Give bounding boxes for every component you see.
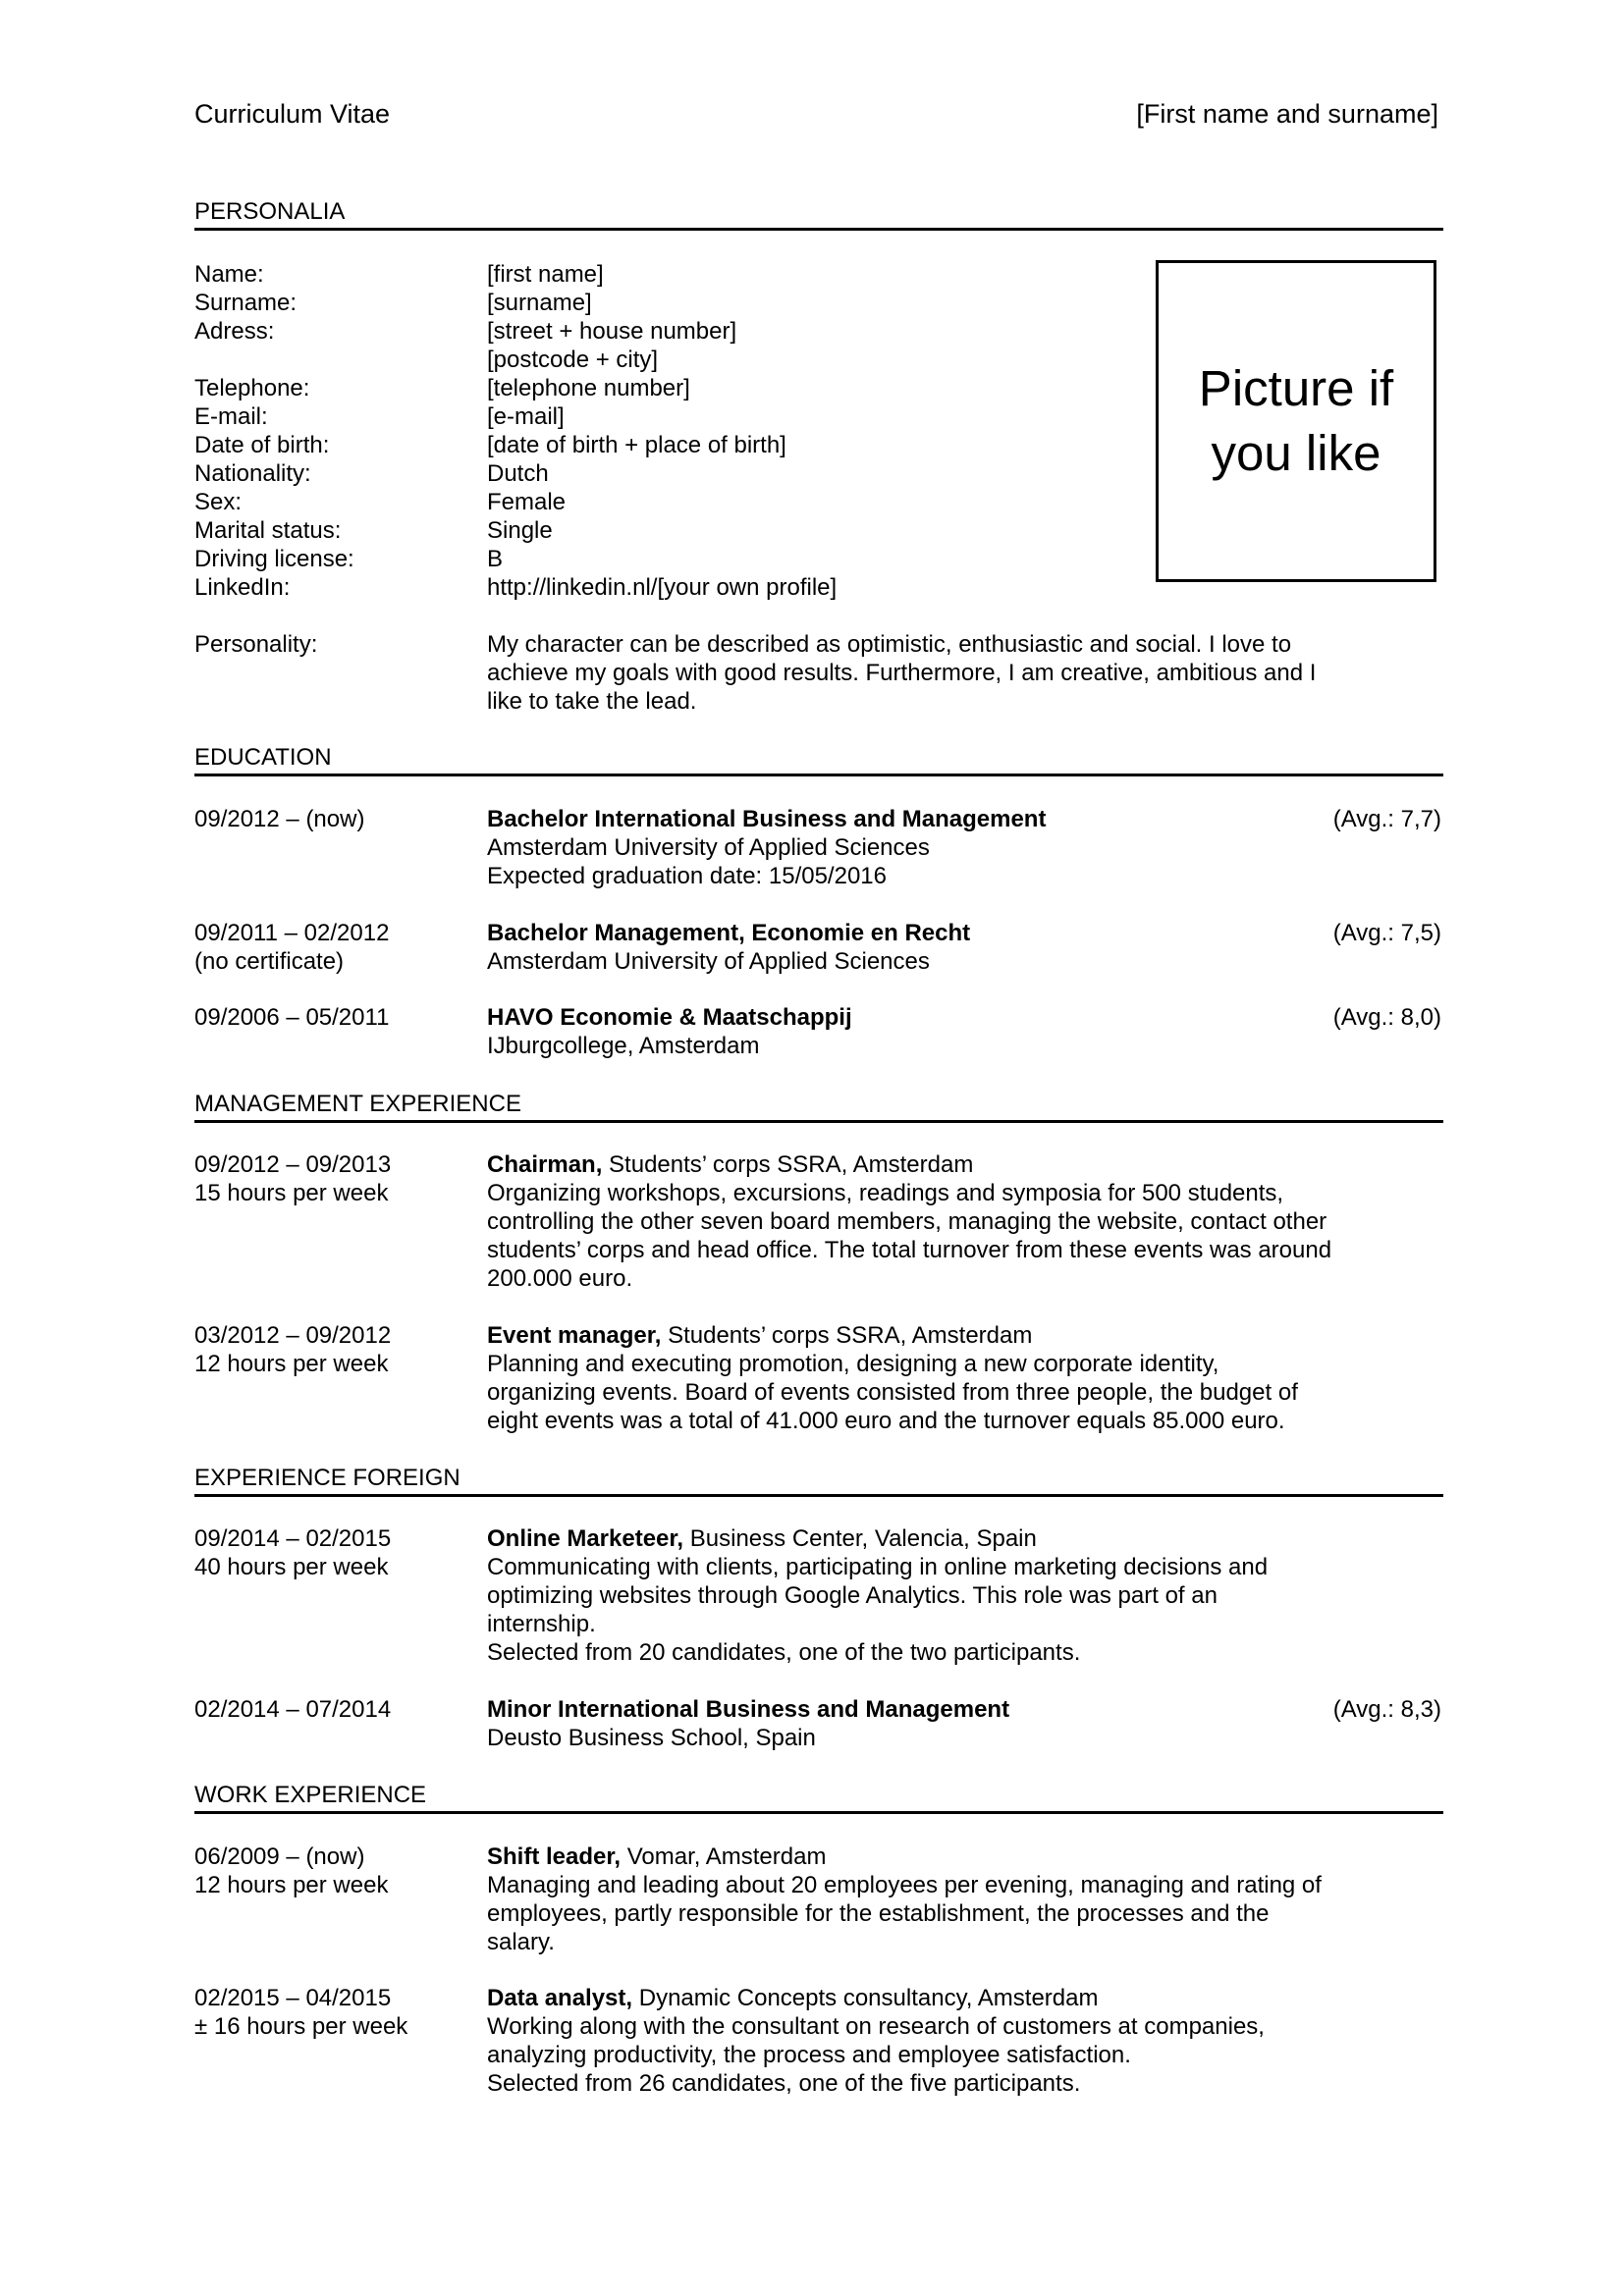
date-range: 09/2011 – 02/2012 xyxy=(194,920,390,946)
text-line: Amsterdam University of Applied Sciences xyxy=(487,948,930,975)
field-label: Surname: xyxy=(194,290,298,316)
text-line: Expected graduation date: 15/05/2016 xyxy=(487,863,887,889)
date-range: 09/2012 – (now) xyxy=(194,806,365,832)
grade-average: (Avg.: 7,7) xyxy=(1332,806,1441,832)
text-line: Organizing workshops, excursions, readings and symposia for 500 students, xyxy=(487,1180,1284,1206)
document-title: Curriculum Vitae xyxy=(194,99,391,129)
entry-details xyxy=(487,1150,1390,1293)
section-divider xyxy=(194,228,1443,231)
section-title-personalia: PERSONALIA xyxy=(194,198,346,225)
name-placeholder: [First name and surname] xyxy=(1136,99,1438,129)
personalia-labels xyxy=(194,260,479,602)
entry-details xyxy=(487,1842,1390,1956)
text-line: achieve my goals with good results. Furthermore, I am creative, ambitious and I xyxy=(487,660,1317,686)
entry-details xyxy=(487,1984,1390,2098)
field-value: [telephone number] xyxy=(487,375,690,401)
date-range: 09/2012 – 09/2013 xyxy=(194,1151,392,1178)
entry-role: Data analyst, xyxy=(487,1985,633,2011)
grade-average: (Avg.: 7,5) xyxy=(1332,920,1441,946)
photo-placeholder-text: you like xyxy=(1211,425,1381,481)
section-title-management: MANAGEMENT EXPERIENCE xyxy=(194,1091,521,1117)
date-range: 06/2009 – (now) xyxy=(194,1843,365,1870)
entry-dates xyxy=(194,1842,479,1899)
field-label: Name: xyxy=(194,261,264,288)
field-label: Marital status: xyxy=(194,517,342,544)
field-value: [e-mail] xyxy=(487,403,565,430)
entry-note: (no certificate) xyxy=(194,948,345,975)
date-range: 02/2014 – 07/2014 xyxy=(194,1696,392,1723)
date-range: 09/2014 – 02/2015 xyxy=(194,1525,392,1552)
text-line: organizing events. Board of events consisted from three people, the budget of xyxy=(487,1379,1298,1406)
hours-note: ± 16 hours per week xyxy=(194,2013,408,2040)
field-label: LinkedIn: xyxy=(194,574,291,601)
field-label xyxy=(194,346,479,374)
field-value: Single xyxy=(487,517,553,544)
entry-dates xyxy=(194,1984,479,2041)
text-line: students’ corps and head office. The total turnover from these events was around xyxy=(487,1237,1332,1263)
entry-dates xyxy=(194,1321,479,1378)
entry-dates xyxy=(194,1524,479,1581)
date-range: 03/2012 – 09/2012 xyxy=(194,1322,392,1349)
field-label: E-mail: xyxy=(194,403,268,430)
personality-text xyxy=(487,630,1371,716)
field-value: [postcode + city] xyxy=(487,347,659,373)
field-value: Female xyxy=(487,489,567,515)
text-line: 200.000 euro. xyxy=(487,1265,633,1292)
hours-note: 40 hours per week xyxy=(194,1554,389,1580)
entry-details xyxy=(487,1321,1390,1435)
date-range: 09/2006 – 05/2011 xyxy=(194,1004,390,1031)
text-line: Planning and executing promotion, designing a new corporate identity, xyxy=(487,1351,1219,1377)
text-line: IJburgcollege, Amsterdam xyxy=(487,1033,760,1059)
text-line: salary. xyxy=(487,1929,555,1955)
field-value: [first name] xyxy=(487,261,604,288)
field-label: Adress: xyxy=(194,318,275,345)
entry-org: Business Center, Valencia, Spain xyxy=(683,1525,1037,1552)
text-line: Selected from 20 candidates, one of the two participants. xyxy=(487,1639,1081,1666)
entry-details xyxy=(487,1524,1390,1667)
hours-note: 15 hours per week xyxy=(194,1180,389,1206)
entry-role: Chairman, xyxy=(487,1151,603,1178)
text-line: internship. xyxy=(487,1611,596,1637)
grade-average: (Avg.: 8,3) xyxy=(1332,1696,1441,1723)
entry-dates xyxy=(194,919,479,976)
section-title-work: WORK EXPERIENCE xyxy=(194,1782,427,1808)
text-line: Working along with the consultant on research of customers at companies, xyxy=(487,2013,1265,2040)
field-value: B xyxy=(487,546,504,572)
text-line: Amsterdam University of Applied Sciences xyxy=(487,834,930,861)
section-title-education: EDUCATION xyxy=(194,744,332,771)
section-divider xyxy=(194,774,1443,776)
hours-note: 12 hours per week xyxy=(194,1872,389,1898)
text-line: like to take the lead. xyxy=(487,688,697,715)
field-label: Sex: xyxy=(194,489,243,515)
photo-placeholder xyxy=(1156,260,1436,582)
entry-role: Event manager, xyxy=(487,1322,662,1349)
entry-org: Vomar, Amsterdam xyxy=(621,1843,827,1870)
entry-dates xyxy=(194,1695,479,1724)
entry-heading: Bachelor International Business and Management xyxy=(487,806,1047,832)
section-title-foreign: EXPERIENCE FOREIGN xyxy=(194,1465,460,1491)
field-value: Dutch xyxy=(487,460,549,487)
field-value: [street + house number] xyxy=(487,318,737,345)
text-line: eight events was a total of 41.000 euro and the turnover equals 85.000 euro. xyxy=(487,1408,1285,1434)
personality-label: Personality: xyxy=(194,631,318,658)
hours-note: 12 hours per week xyxy=(194,1351,389,1377)
entry-org: Students’ corps SSRA, Amsterdam xyxy=(661,1322,1033,1349)
entry-role: Online Marketeer, xyxy=(487,1525,684,1552)
text-line: Deusto Business School, Spain xyxy=(487,1725,816,1751)
text-line: My character can be described as optimistic, enthusiastic and social. I love to xyxy=(487,631,1292,658)
field-label: Driving license: xyxy=(194,546,354,572)
text-line: Communicating with clients, participating in online marketing decisions and xyxy=(487,1554,1269,1580)
text-line: analyzing productivity, the process and employee satisfaction. xyxy=(487,2042,1131,2068)
entry-dates xyxy=(194,1003,479,1032)
entry-heading: Bachelor Management, Economie en Recht xyxy=(487,920,971,946)
text-line: Selected from 26 candidates, one of the five participants. xyxy=(487,2070,1081,2097)
field-label: Telephone: xyxy=(194,375,310,401)
field-value: [surname] xyxy=(487,290,592,316)
field-label: Nationality: xyxy=(194,460,311,487)
entry-heading: Minor International Business and Management xyxy=(487,1696,1010,1723)
text-line: controlling the other seven board members, managing the website, contact other xyxy=(487,1208,1327,1235)
entry-org: Students’ corps SSRA, Amsterdam xyxy=(602,1151,974,1178)
section-divider xyxy=(194,1494,1443,1497)
entry-dates xyxy=(194,805,479,833)
field-value: [date of birth + place of birth] xyxy=(487,432,786,458)
entry-role: Shift leader, xyxy=(487,1843,622,1870)
text-line: employees, partly responsible for the establishment, the processes and the xyxy=(487,1900,1270,1927)
linkedin-link[interactable]: http://linkedin.nl/[your own profile] xyxy=(487,574,838,601)
entry-dates xyxy=(194,1150,479,1207)
entry-org: Dynamic Concepts consultancy, Amsterdam xyxy=(632,1985,1099,2011)
section-divider xyxy=(194,1120,1443,1123)
field-label: Date of birth: xyxy=(194,432,330,458)
section-divider xyxy=(194,1811,1443,1814)
text-line: optimizing websites through Google Analytics. This role was part of an xyxy=(487,1582,1218,1609)
grade-average: (Avg.: 8,0) xyxy=(1332,1004,1441,1031)
entry-heading: HAVO Economie & Maatschappij xyxy=(487,1004,852,1031)
date-range: 02/2015 – 04/2015 xyxy=(194,1985,392,2011)
text-line: Managing and leading about 20 employees per evening, managing and rating of xyxy=(487,1872,1322,1898)
photo-placeholder-text: Picture if xyxy=(1198,360,1394,416)
